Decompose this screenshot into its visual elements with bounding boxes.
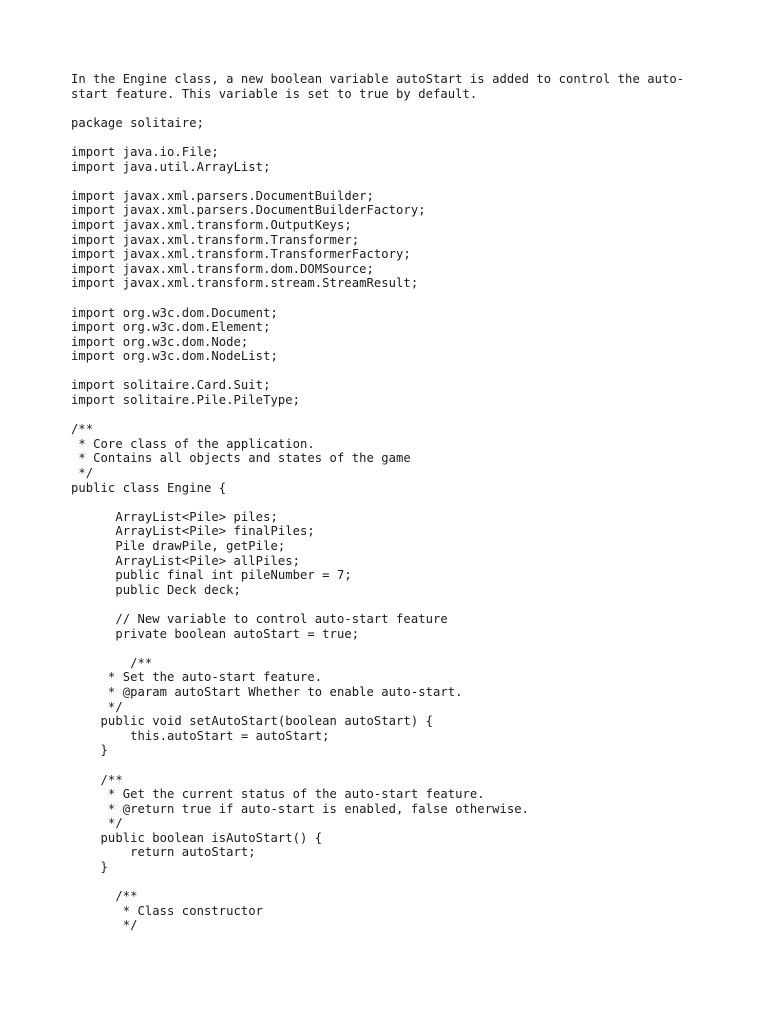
text-line (71, 130, 711, 145)
text-line: } (71, 860, 108, 875)
text-line: */ (71, 918, 138, 933)
text-line: package solitaire; (71, 115, 204, 130)
text-line: ArrayList<Pile> piles; (71, 509, 278, 524)
text-line: public boolean isAutoStart() { (71, 830, 323, 845)
text-line: import solitaire.Card.Suit; (71, 378, 271, 393)
text-line: * Contains all objects and states of the game (71, 451, 411, 466)
text-line: /** (71, 772, 123, 787)
text-line: public final int pileNumber = 7; (71, 568, 352, 583)
text-line (71, 597, 711, 612)
text-line: import javax.xml.transform.stream.StreamResult; (71, 276, 419, 291)
text-line: /** (71, 422, 94, 437)
text-line: /** (71, 889, 138, 904)
text-line: import org.w3c.dom.Element; (71, 320, 271, 335)
text-line (71, 291, 711, 306)
text-line (71, 174, 711, 189)
text-line: } (71, 743, 108, 758)
text-line: import org.w3c.dom.NodeList; (71, 349, 278, 364)
text-line: * @return true if auto-start is enabled, false otherwise. (71, 801, 530, 816)
text-line: import org.w3c.dom.Node; (71, 334, 249, 349)
text-line: public Deck deck; (71, 582, 241, 597)
text-line (71, 364, 711, 379)
text-line: // New variable to control auto-start feature (71, 611, 448, 626)
text-line: public void setAutoStart(boolean autoStart) { (71, 714, 433, 729)
text-line: import solitaire.Pile.PileType; (71, 393, 301, 408)
text-line: */ (71, 466, 94, 481)
text-line: Pile drawPile, getPile; (71, 539, 286, 553)
text-line: */ (71, 816, 123, 831)
text-line: import org.w3c.dom.Document; (71, 305, 278, 320)
text-line: * Class constructor (71, 903, 264, 918)
text-line: import javax.xml.transform.Transformer; (71, 232, 360, 247)
text-line: * Core class of the application. (71, 436, 315, 451)
code-text-block (71, 72, 711, 933)
text-line (71, 758, 711, 773)
text-line (71, 495, 711, 510)
text-line: import javax.xml.transform.OutputKeys; (71, 217, 352, 232)
text-line (71, 101, 711, 116)
text-line (71, 641, 711, 656)
text-line: private boolean autoStart = true; (71, 626, 360, 641)
text-line: return autoStart; (71, 845, 256, 860)
text-line: * Set the auto-start feature. (71, 670, 323, 685)
text-line (71, 875, 711, 890)
text-line: import java.io.File; (71, 144, 219, 159)
text-line: import java.util.ArrayList; (71, 159, 271, 174)
text-line: In the Engine class, a new boolean variable autoStart is added to control the auto- (71, 72, 685, 86)
text-line: ArrayList<Pile> allPiles; (71, 553, 301, 568)
text-line: ArrayList<Pile> finalPiles; (71, 524, 315, 539)
text-line: import javax.xml.parsers.DocumentBuilderFactory; (71, 203, 426, 218)
text-line: * Get the current status of the auto-start feature. (71, 787, 485, 802)
text-line: import javax.xml.parsers.DocumentBuilder; (71, 188, 374, 203)
text-line: /** (71, 655, 153, 670)
text-line: import javax.xml.transform.dom.DOMSource; (71, 261, 374, 276)
text-line: * @param autoStart Whether to enable auto-start. (71, 684, 463, 699)
text-line: import javax.xml.transform.TransformerFactory; (71, 247, 411, 262)
text-line: this.autoStart = autoStart; (71, 728, 330, 743)
text-line: */ (71, 699, 123, 714)
text-line: public class Engine { (71, 480, 227, 495)
text-line (71, 408, 711, 423)
text-line: start feature. This variable is set to true by default. (71, 86, 478, 101)
